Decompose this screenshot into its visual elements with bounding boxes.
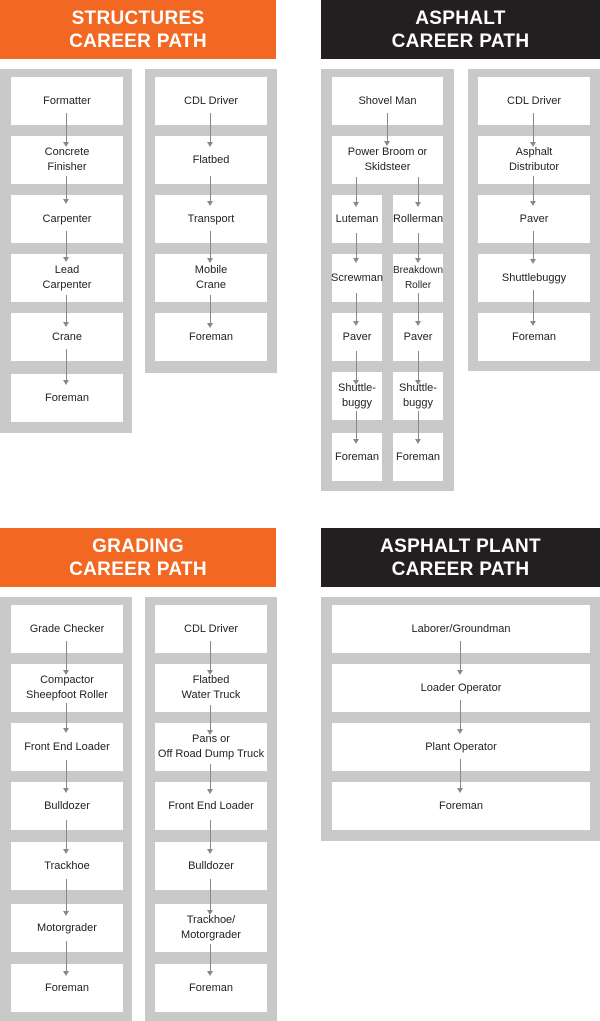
arrow [353, 293, 360, 326]
arrow [63, 176, 70, 204]
arrow [63, 349, 70, 385]
asphalt-breakdown-roller: Breakdown Roller [393, 254, 443, 302]
arrow [207, 231, 214, 263]
arrow [415, 293, 422, 326]
arrow [207, 705, 214, 735]
asphalt-plant-laborer: Laborer/Groundman [332, 605, 590, 653]
structures-title-line2: CAREER PATH [69, 30, 207, 52]
asphalt-plant-foreman: Foreman [332, 782, 590, 830]
asphalt-foreman-a: Foreman [332, 433, 382, 481]
asphalt-cdl-driver: CDL Driver [478, 77, 590, 125]
asphalt-shuttlebuggy-a: Shuttle- buggy [332, 372, 382, 420]
grading-bulldozer-2: Bulldozer [155, 842, 267, 890]
arrow [207, 944, 214, 976]
arrow [530, 176, 537, 206]
asphalt-shuttlebuggy: Shuttlebuggy [478, 254, 590, 302]
grading-pans-dump-truck: Pans or Off Road Dump Truck [155, 723, 267, 771]
asphalt-plant-title-line1: ASPHALT PLANT [380, 535, 541, 557]
grading-front-end-loader: Front End Loader [11, 723, 123, 771]
arrow [415, 411, 422, 444]
arrow [415, 233, 422, 263]
grading-foreman-2: Foreman [155, 964, 267, 1012]
asphalt-plant-title-line2: CAREER PATH [391, 558, 530, 580]
grading-trackhoe: Trackhoe [11, 842, 123, 890]
asphalt-paver: Paver [478, 195, 590, 243]
arrow [63, 820, 70, 854]
structures-flatbed: Flatbed [155, 136, 267, 184]
structures-crane: Crane [11, 313, 123, 361]
arrow [63, 113, 70, 147]
arrow [207, 641, 214, 675]
structures-concrete-finisher: Concrete Finisher [11, 136, 123, 184]
grading-trackhoe-motorgrader: Trackhoe/ Motorgrader [155, 904, 267, 952]
asphalt-screwman: Screwman [332, 254, 382, 302]
arrow [457, 700, 464, 734]
grading-title-line2: CAREER PATH [69, 558, 207, 580]
arrow [384, 113, 391, 146]
grading-grade-checker: Grade Checker [11, 605, 123, 653]
arrow [207, 879, 214, 915]
structures-title-line1: STRUCTURES [71, 7, 205, 29]
asphalt-rollerman: Rollerman [393, 195, 443, 243]
arrow [63, 941, 70, 976]
structures-mobile-crane: Mobile Crane [155, 254, 267, 302]
structures-header [0, 0, 276, 59]
arrow [63, 760, 70, 793]
structures-carpenter: Carpenter [11, 195, 123, 243]
arrow [63, 641, 70, 675]
grading-flatbed-water-truck: Flatbed Water Truck [155, 664, 267, 712]
arrow [63, 703, 70, 733]
arrow [63, 879, 70, 916]
arrow [457, 641, 464, 675]
asphalt-paver-b: Paver [393, 313, 443, 361]
grading-cdl-driver: CDL Driver [155, 605, 267, 653]
structures-cdl-driver: CDL Driver [155, 77, 267, 125]
grading-header [0, 528, 276, 587]
asphalt-shuttlebuggy-b: Shuttle- buggy [393, 372, 443, 420]
asphalt-foreman: Foreman [478, 313, 590, 361]
structures-lead-carpenter: Lead Carpenter [11, 254, 123, 302]
asphalt-plant-loader-operator: Loader Operator [332, 664, 590, 712]
arrow [207, 820, 214, 854]
arrow [207, 176, 214, 206]
grading-title-line1: GRADING [92, 535, 184, 557]
asphalt-plant-header [321, 528, 600, 587]
arrow [353, 233, 360, 263]
structures-foreman-1: Foreman [11, 374, 123, 422]
arrow [353, 177, 360, 207]
arrow [63, 295, 70, 327]
structures-transport: Transport [155, 195, 267, 243]
asphalt-title-line1: ASPHALT [415, 7, 506, 29]
arrow [207, 295, 214, 328]
asphalt-title-line2: CAREER PATH [391, 30, 530, 52]
grading-front-end-loader-2: Front End Loader [155, 782, 267, 830]
arrow [353, 351, 360, 385]
arrow [353, 411, 360, 444]
arrow [530, 231, 537, 264]
grading-foreman-1: Foreman [11, 964, 123, 1012]
asphalt-luteman: Luteman [332, 195, 382, 243]
arrow [415, 177, 422, 207]
arrow [530, 113, 537, 147]
asphalt-foreman-b: Foreman [393, 433, 443, 481]
asphalt-header [321, 0, 600, 59]
asphalt-plant-plant-operator: Plant Operator [332, 723, 590, 771]
grading-motorgrader: Motorgrader [11, 904, 123, 952]
arrow [207, 113, 214, 147]
arrow [415, 351, 422, 385]
grading-compactor: Compactor Sheepfoot Roller [11, 664, 123, 712]
arrow [63, 231, 70, 262]
asphalt-paver-a: Paver [332, 313, 382, 361]
structures-foreman-2: Foreman [155, 313, 267, 361]
asphalt-shovel-man: Shovel Man [332, 77, 443, 125]
asphalt-power-broom: Power Broom or Skidsteer [332, 136, 443, 184]
grading-bulldozer: Bulldozer [11, 782, 123, 830]
structures-formatter: Formatter [11, 77, 123, 125]
arrow [207, 764, 214, 794]
arrow [457, 759, 464, 793]
arrow [530, 290, 537, 326]
asphalt-distributor: Asphalt Distributor [478, 136, 590, 184]
